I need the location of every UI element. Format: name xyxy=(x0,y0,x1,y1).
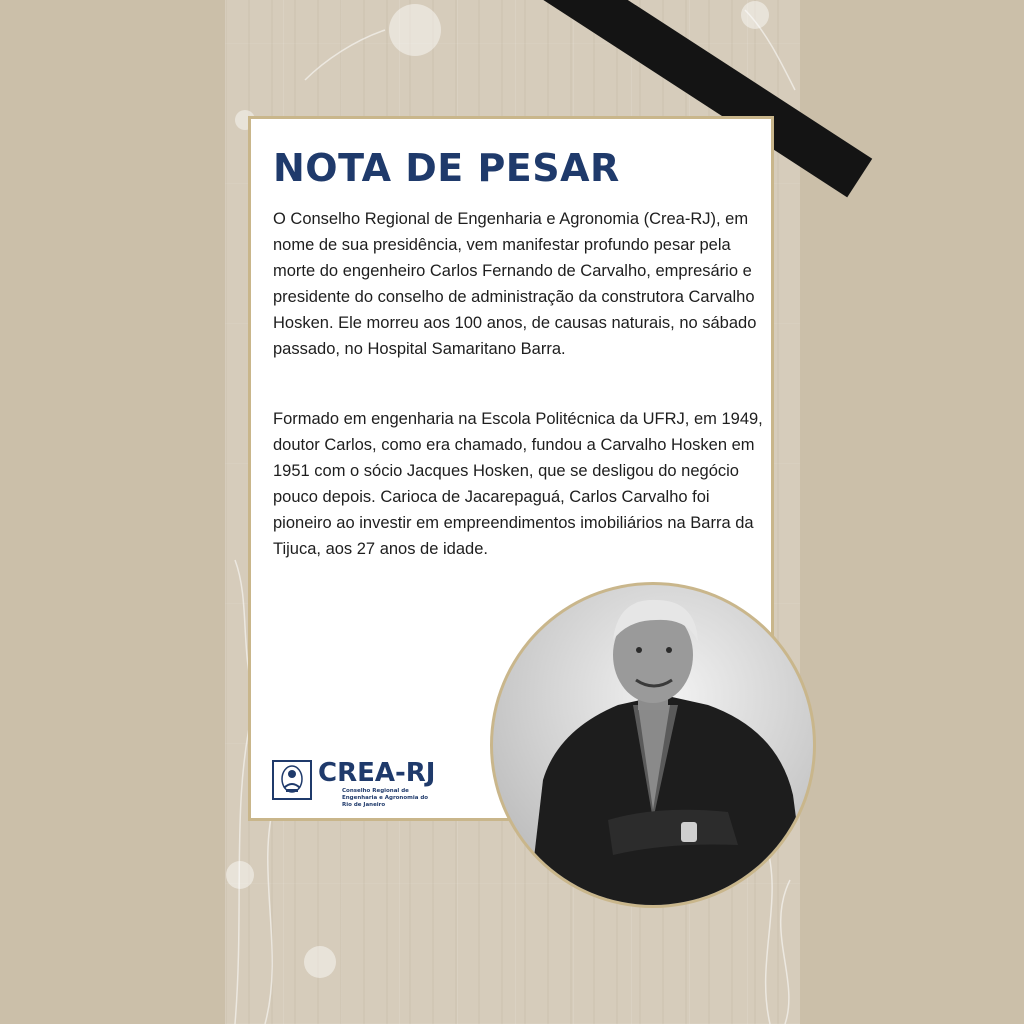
logo-subtitle: Conselho Regional de Engenharia e Agronomia do Rio de Janeiro xyxy=(342,788,429,808)
crea-rj-logo xyxy=(272,758,462,808)
notice-paragraph-2: Formado em engenharia na Escola Politécnica da UFRJ, em 1949, doutor Carlos, como era chamado, fundou a Carvalho Hosken em 1951 com o sócio Jacques Hosken, que se desligou do negócio pouco depois. Carioca de Jacarepaguá, Carlos Carvalho foi pioneiro ao investir em empreendimentos imobiliários na Barra da Tijuca, aos 27 anos de idade. xyxy=(273,410,763,558)
portrait-photo xyxy=(488,580,818,910)
notice-paragraph-1: O Conselho Regional de Engenharia e Agronomia (Crea-RJ), em nome de sua presidência, vem manifestar profundo pesar pela morte do engenheiro Carlos Fernando de Carvalho, empresário e presidente do conselho de administração da construtora Carvalho Hosken. Ele morreu aos 100 anos, de causas naturais, no sábado passado, no Hospital Samaritano Barra. xyxy=(273,210,757,358)
logo-name: CREA-RJ xyxy=(318,758,436,788)
notice-title: NOTA DE PESAR xyxy=(273,146,620,190)
crea-emblem-icon xyxy=(272,760,312,800)
